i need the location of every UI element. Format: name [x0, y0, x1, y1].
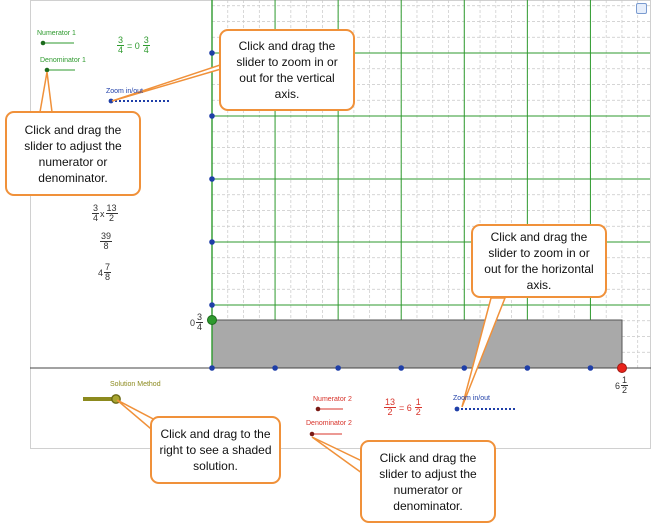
equals-whole-1: = 0	[127, 40, 140, 51]
x-label-numerator: 1	[622, 375, 628, 385]
fraction-equation-2	[384, 398, 422, 417]
y-axis-point	[209, 239, 215, 245]
horizontal-zoom-label: Zoom in/out	[453, 395, 490, 402]
step3-whole: 4	[98, 267, 104, 278]
fraction2	[384, 398, 396, 417]
denominator1-label: Denominator 1	[40, 57, 86, 64]
callout-solution: Click and drag to the right to see a shaded solution.	[150, 416, 281, 484]
solution-method-label: Solution Method	[110, 381, 161, 388]
callout-adjust-top: Click and drag the slider to adjust the numerator or denominator.	[5, 111, 141, 196]
mixed1-numerator: 3	[143, 35, 149, 45]
fraction2-numerator: 13	[385, 397, 396, 407]
equals-whole-2: = 6	[399, 402, 412, 413]
y-axis-point	[209, 302, 215, 308]
y-axis-point	[209, 50, 215, 56]
denominator2-label: Denominator 2	[306, 420, 352, 427]
x-label-whole: 6	[615, 380, 621, 391]
y-axis-point	[209, 176, 215, 182]
callout-pointer-adjust-bottom	[312, 437, 366, 476]
mixed2-denominator: 2	[415, 407, 421, 417]
step1-a-denominator: 4	[93, 213, 99, 223]
x-axis-point	[461, 365, 467, 371]
step2-denominator: 8	[103, 241, 109, 251]
y-axis-point	[209, 113, 215, 119]
mixed-fraction2	[415, 398, 422, 417]
callout-adjust-bottom: Click and drag the slider to adjust the numerator or denominator.	[360, 440, 496, 523]
callout-vertical-zoom: Click and drag the slider to zoom in or out for the vertical axis.	[219, 29, 355, 111]
x-axis-point	[588, 365, 594, 371]
fullscreen-icon[interactable]	[636, 3, 647, 14]
x-axis-point	[209, 365, 215, 371]
solution-rectangle	[212, 320, 622, 368]
numerator2-slider-knob[interactable]	[316, 407, 321, 412]
denominator2-slider-knob[interactable]	[310, 432, 315, 437]
y-label-numerator: 3	[197, 312, 203, 322]
x-label-denominator: 2	[622, 385, 628, 395]
x-axis-point	[335, 365, 341, 371]
step2-product	[100, 232, 112, 251]
step1-multiplication	[92, 204, 118, 223]
mixed-fraction1	[143, 36, 150, 55]
y-value-point[interactable]	[208, 316, 217, 325]
y-label-whole: 0	[190, 317, 196, 328]
x-axis-point	[272, 365, 278, 371]
y-label-denominator: 4	[197, 322, 203, 332]
x-value-point[interactable]	[618, 364, 627, 373]
callout-pointer-adjust-top	[40, 72, 52, 112]
numerator1-label: Numerator 1	[37, 30, 76, 37]
step1-operator: x	[100, 208, 105, 219]
step3-numerator: 7	[105, 262, 111, 272]
mixed1-denominator: 4	[143, 45, 149, 55]
fraction2-denominator: 2	[387, 407, 393, 417]
denominator1-slider-knob[interactable]	[45, 68, 50, 73]
numerator1-slider-knob[interactable]	[41, 41, 46, 46]
fraction-equation-1	[117, 36, 150, 55]
step3-mixed-number	[98, 263, 111, 282]
y-value-label	[190, 313, 203, 332]
step1-b-denominator: 2	[109, 213, 115, 223]
fraction1-numerator: 3	[118, 35, 124, 45]
step1-a-numerator: 3	[93, 203, 99, 213]
vertical-zoom-label: Zoom in/out	[106, 88, 143, 95]
step2-numerator: 39	[101, 231, 112, 241]
fraction1-denominator: 4	[118, 45, 124, 55]
numerator2-label: Numerator 2	[313, 396, 352, 403]
step1-b-numerator: 13	[106, 203, 117, 213]
x-axis-point	[398, 365, 404, 371]
step3-denominator: 8	[105, 272, 111, 282]
mixed2-numerator: 1	[415, 397, 421, 407]
horizontal-zoom-slider-knob[interactable]	[455, 407, 460, 412]
fraction1	[117, 36, 124, 55]
x-value-label	[615, 376, 628, 395]
x-axis-point	[525, 365, 531, 371]
callout-horizontal-zoom: Click and drag the slider to zoom in or out for the horizontal axis.	[471, 224, 607, 298]
